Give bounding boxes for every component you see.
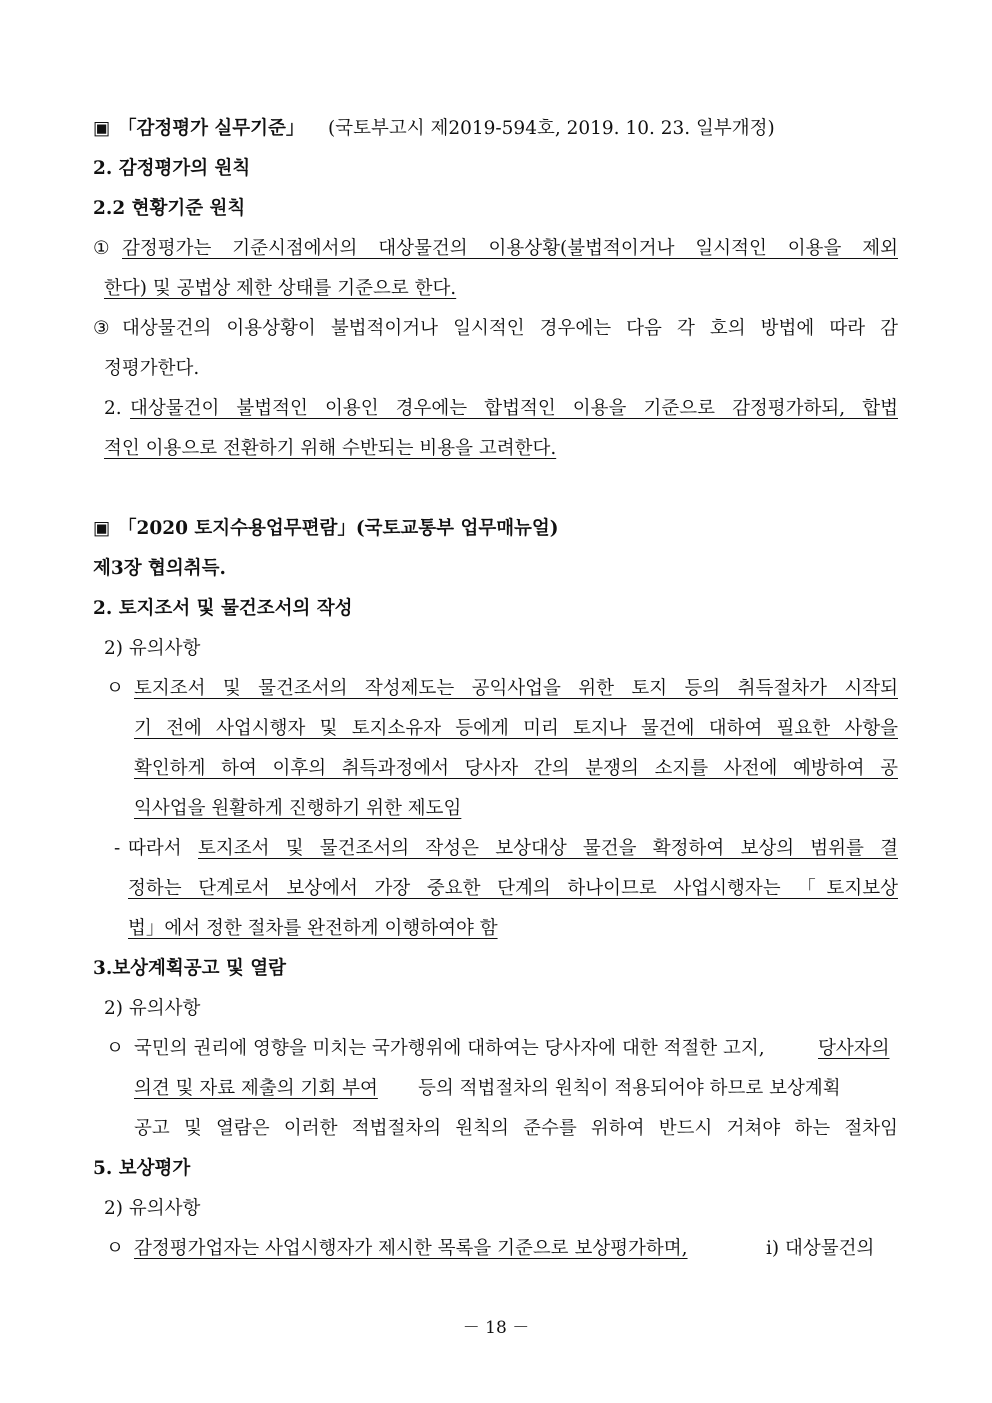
bullet-icon: ㅇ (106, 1238, 124, 1259)
bullet-icon: ㅇ (106, 1038, 124, 1059)
circled-number-3: ③ (93, 318, 110, 339)
item-number: 2. (104, 398, 122, 419)
section-title: 「2020 토지수용업무편람」(국토교통부 업무매뉴얼) (118, 518, 559, 539)
bullet-icon: ㅇ (106, 678, 124, 699)
square-marker-icon: ▣ (93, 518, 111, 539)
dash-icon: - (114, 838, 121, 859)
circled-number-1: ① (93, 238, 110, 259)
page-number: － 18 － (462, 1318, 530, 1338)
square-marker-icon: ▣ (93, 118, 111, 139)
section-title: 「감정평가 실무기준」 (118, 118, 305, 139)
section-subtitle: (국토부고시 제2019-594호, 2019. 10. 23. 일부개정) (328, 118, 775, 139)
